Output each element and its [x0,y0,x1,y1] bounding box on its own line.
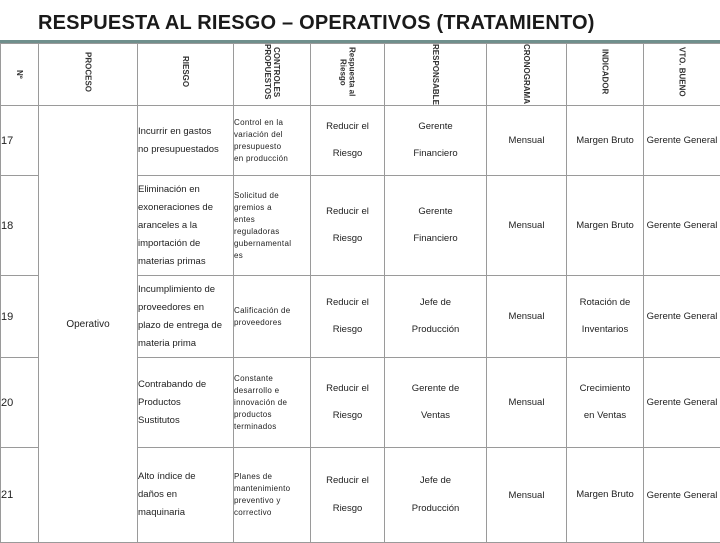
response-line: Reducir el [311,118,384,136]
control-line: gremios a [234,202,310,214]
control-cell [234,358,311,448]
control-cell [234,106,311,176]
row-number: 19 [1,276,39,358]
response-line: Reducir el [311,472,384,490]
control-line: Constante [234,373,310,385]
header-responsable: RESPONSABLE [385,44,487,106]
risk-line: exoneraciones de [138,199,233,217]
responsible-line: Financiero [385,145,486,163]
risk-line: Contrabando de [138,376,233,394]
response-cell [311,276,385,358]
response-line: Riesgo [311,230,384,248]
header-no: Nº [1,44,39,106]
control-line: presupuesto [234,141,310,153]
control-line: correctivo [234,507,310,519]
risk-line: aranceles a la [138,217,233,235]
risk-line: materias primas [138,253,233,271]
schedule-cell: Mensual [487,358,567,448]
control-line: proveedores [234,317,310,329]
responsible-line: Ventas [385,407,486,425]
risk-line: Alto índice de [138,468,233,486]
control-line: gubernamental [234,238,310,250]
row-number: 20 [1,358,39,448]
control-line: preventivo y [234,495,310,507]
risk-line: no presupuestados [138,141,233,159]
response-cell [311,106,385,176]
risk-line: maquinaria [138,504,233,522]
control-line: mantenimiento [234,483,310,495]
row-number: 21 [1,448,39,543]
responsible-line: Jefe de [385,294,486,312]
indicator-line: en Ventas [567,407,643,425]
control-line: entes [234,214,310,226]
control-line: variación del [234,129,310,141]
header-controles: CONTROLES PROPUESTOS [234,44,311,106]
control-line: innovación de [234,397,310,409]
response-line: Riesgo [311,500,384,518]
response-cell [311,358,385,448]
indicator-cell [567,106,644,176]
response-line: Reducir el [311,203,384,221]
page-title: RESPUESTA AL RIESGO – OPERATIVOS (TRATAMIENTO) [38,12,595,35]
control-line: en producción [234,153,310,165]
responsible-cell [385,448,487,543]
control-line: Calificación de [234,305,310,317]
responsible-line: Gerente de [385,380,486,398]
response-cell [311,176,385,276]
risk-cell [138,176,234,276]
response-line: Riesgo [311,321,384,339]
schedule-cell: Mensual [487,106,567,176]
control-cell [234,176,311,276]
header-vtobueno: VTO. BUENO [644,44,720,106]
control-line: productos [234,409,310,421]
indicator-cell [567,448,644,543]
risk-line: Productos [138,394,233,412]
approval-cell: Gerente General [644,448,720,543]
control-cell [234,448,311,543]
schedule-cell: Mensual [487,176,567,276]
indicator-line: Inventarios [567,321,643,339]
control-cell [234,276,311,358]
schedule-cell: Mensual [487,448,567,543]
indicator-cell [567,276,644,358]
approval-cell: Gerente General [644,276,720,358]
risk-line: plazo de entrega de [138,317,233,335]
response-line: Reducir el [311,294,384,312]
responsible-cell [385,358,487,448]
responsible-line: Gerente [385,203,486,221]
risk-line: importación de [138,235,233,253]
header-proceso: PROCESO [39,44,138,106]
response-line: Reducir el [311,380,384,398]
risk-line: Eliminación en [138,181,233,199]
row-number: 18 [1,176,39,276]
control-line: terminados [234,421,310,433]
risk-cell [138,448,234,543]
process-cell [39,106,138,543]
control-line: reguladoras [234,226,310,238]
responsible-line: Financiero [385,230,486,248]
response-cell [311,448,385,543]
risk-line: Sustitutos [138,412,233,430]
risk-cell [138,106,234,176]
risk-line: materia prima [138,335,233,353]
header-respuesta: Respuesta al Riesgo [311,44,385,106]
indicator-line: Crecimiento [567,380,643,398]
schedule-cell: Mensual [487,276,567,358]
row-number: 17 [1,106,39,176]
control-line: Planes de [234,471,310,483]
indicator-line: Margen Bruto [567,486,643,504]
responsible-line: Jefe de [385,472,486,490]
header-row [1,44,720,106]
risk-line: Incumplimiento de [138,281,233,299]
indicator-cell [567,358,644,448]
control-line: es [234,250,310,262]
header-riesgo: RIESGO [138,44,234,106]
risk-cell [138,276,234,358]
process-name: Operativo [66,319,109,330]
control-line: Control en la [234,117,310,129]
control-line: Solicitud de [234,190,310,202]
indicator-line: Margen Bruto [567,132,643,150]
header-cronograma: CRONOGRAMA [487,44,567,106]
approval-cell: Gerente General [644,358,720,448]
risk-line: Incurrir en gastos [138,123,233,141]
response-line: Riesgo [311,145,384,163]
control-line: desarrollo e [234,385,310,397]
risk-cell [138,358,234,448]
indicator-line: Rotación de [567,294,643,312]
approval-cell: Gerente General [644,106,720,176]
header-indicador: INDICADOR [567,44,644,106]
response-line: Riesgo [311,407,384,425]
indicator-line: Margen Bruto [567,217,643,235]
indicator-cell [567,176,644,276]
responsible-line: Producción [385,321,486,339]
responsible-line: Gerente [385,118,486,136]
risk-line: daños en [138,486,233,504]
risk-treatment-table [0,43,720,543]
responsible-cell [385,176,487,276]
table-row [1,106,720,176]
risk-line: proveedores en [138,299,233,317]
responsible-line: Producción [385,500,486,518]
responsible-cell [385,106,487,176]
responsible-cell [385,276,487,358]
approval-cell: Gerente General [644,176,720,276]
